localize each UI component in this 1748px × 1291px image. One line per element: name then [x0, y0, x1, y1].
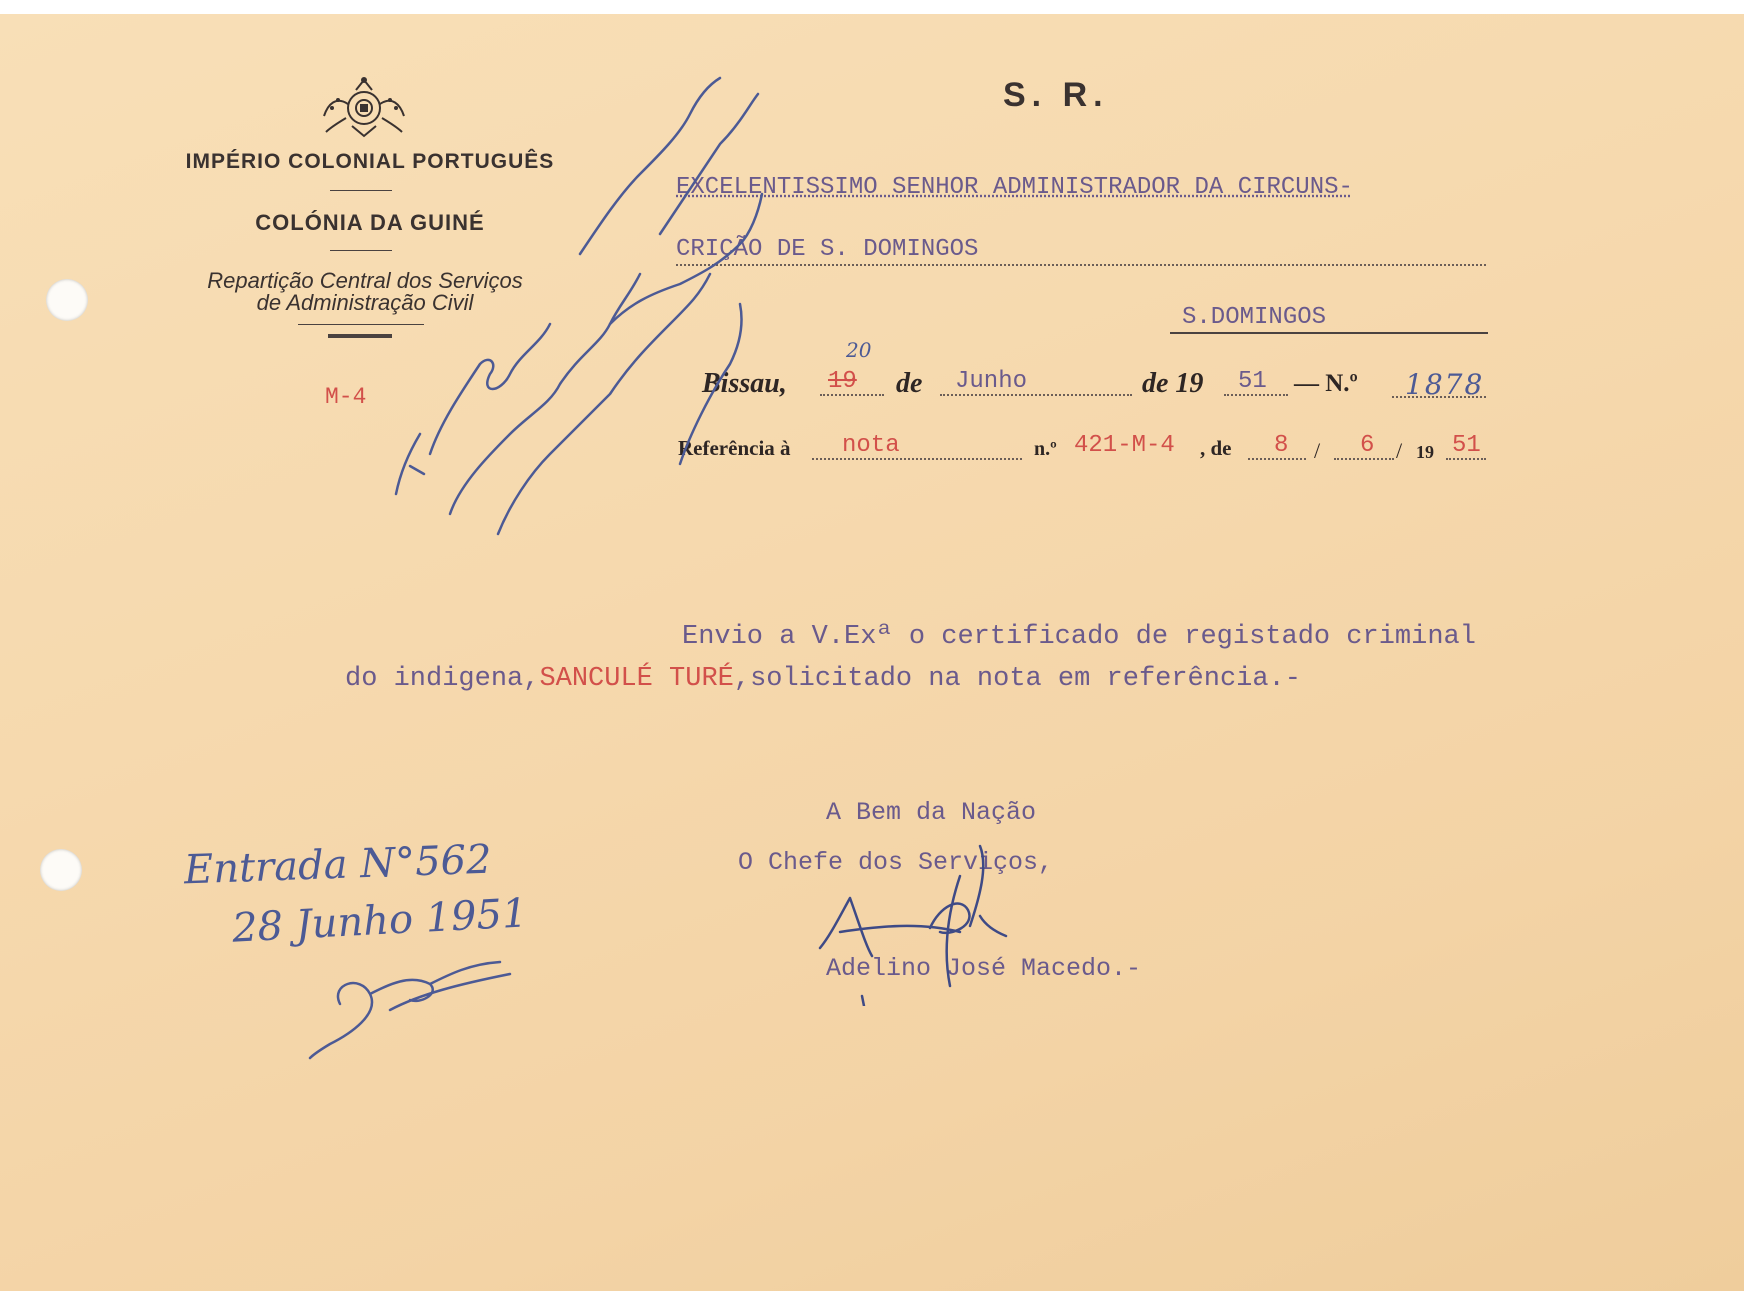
- addressee-line2: CRIÇÃO DE S. DOMINGOS: [676, 236, 979, 263]
- signature-chefe: [810, 836, 1030, 1006]
- reference-number-label: n.º: [1034, 438, 1057, 460]
- reference-number: 421-M-4: [1074, 432, 1175, 459]
- closing-salutation: A Bem da Nação: [826, 798, 1037, 827]
- reference-year-prefix: 19: [1416, 442, 1434, 462]
- document-number: 1878: [1405, 368, 1485, 401]
- divider: [1170, 332, 1488, 334]
- entry-note-line1: Entrada N°562: [183, 836, 493, 894]
- reference-day: 8: [1274, 432, 1289, 459]
- date-day-correction: 20: [846, 338, 872, 362]
- date-day: 19: [828, 368, 857, 395]
- body-line2: [345, 664, 1301, 694]
- reference-de-label: , de: [1200, 436, 1232, 460]
- date-city-label: Bissau,: [702, 368, 787, 399]
- punch-hole-bottom: [40, 849, 82, 891]
- date-year-suffix: 51: [1238, 368, 1267, 395]
- body-line1: Envio a V.Exª o certificado de registado criminal: [682, 622, 1476, 652]
- header-mark: S. R.: [1003, 76, 1109, 114]
- number-label: — N.º: [1294, 370, 1358, 397]
- entry-note-line2: 28 Junho 1951: [230, 890, 529, 952]
- reference-month: 6: [1360, 432, 1375, 459]
- letterhead-empire: IMPÉRIO COLONIAL PORTUGUÊS: [185, 150, 555, 173]
- entry-initials-signature: [300, 944, 520, 1064]
- file-code: M-4: [325, 384, 367, 410]
- reference-label: Referência à: [678, 436, 791, 460]
- addressee-line1: EXCELENTISSIMO SENHOR ADMINISTRADOR DA CIRCUNS-: [676, 174, 1353, 201]
- body-line2-end: ,solicitado na nota em referência.-: [733, 664, 1301, 694]
- handwritten-margin-note: [380, 74, 770, 554]
- department-name-line2: de Administração Civil: [256, 290, 474, 315]
- body-line2-start: do indigena,: [345, 664, 540, 694]
- closing-title: O Chefe dos Serviços,: [738, 848, 1054, 877]
- reference-separator: /: [1314, 438, 1321, 463]
- addressee-place: S.DOMINGOS: [1182, 304, 1327, 331]
- date-de-label: de: [896, 368, 923, 399]
- signatory-name: Adelino José Macedo.-: [826, 954, 1142, 983]
- document-page: [0, 14, 1744, 1291]
- date-month: Junho: [955, 368, 1028, 395]
- person-name: SANCULÉ TURÉ: [539, 664, 734, 694]
- date-year-prefix: de 19: [1142, 368, 1204, 399]
- punch-hole-top: [46, 279, 88, 321]
- department-name-line1: Repartição Central dos Serviços: [207, 268, 523, 293]
- reference-year-suffix: 51: [1452, 432, 1481, 459]
- reference-separator: /: [1396, 438, 1403, 463]
- reference-doc-type: nota: [842, 432, 900, 459]
- letterhead-colony: COLÓNIA DA GUINÉ: [255, 210, 485, 235]
